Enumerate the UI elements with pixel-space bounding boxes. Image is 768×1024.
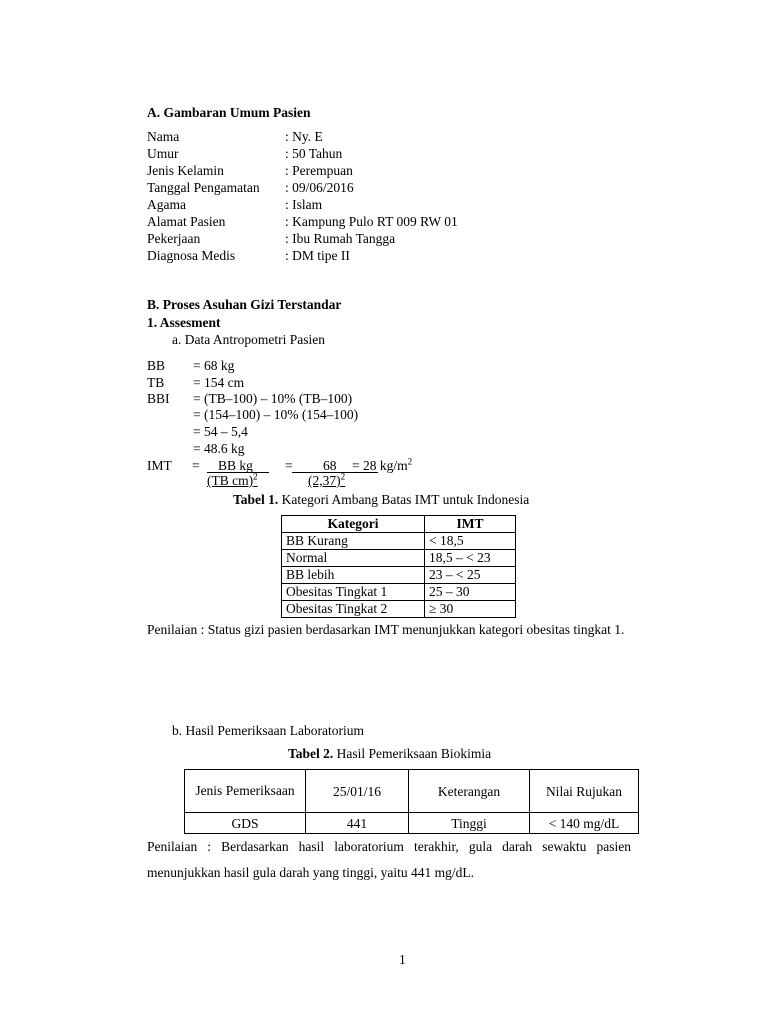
field-value: : 50 Tahun xyxy=(285,146,343,161)
field-label: Alamat Pasien xyxy=(147,214,226,229)
table-cell: ≥ 30 xyxy=(425,601,516,618)
field-value: : 09/06/2016 xyxy=(285,180,354,195)
table2-caption: Tabel 2. Hasil Pemeriksaan Biokimia xyxy=(288,746,492,761)
bbi-line: = (154–100) – 10% (154–100) xyxy=(193,407,359,422)
field-value: : Islam xyxy=(285,197,323,212)
table-row xyxy=(282,601,516,618)
table-cell: < 18,5 xyxy=(425,533,516,550)
imt-equals: = xyxy=(192,458,200,473)
lab-results-heading: b. Hasil Pemeriksaan Laboratorium xyxy=(172,723,364,738)
tb-value: = 154 cm xyxy=(193,375,245,390)
table-header: Keterangan xyxy=(409,770,530,813)
table-header: IMT xyxy=(425,516,516,533)
field-label: Jenis Kelamin xyxy=(147,163,224,178)
assessment-heading: 1. Assesment xyxy=(147,315,221,330)
table-row xyxy=(282,567,516,584)
table-header: 25/01/16 xyxy=(306,770,409,813)
table-cell: BB lebih xyxy=(282,567,425,584)
penilaian-lab: Penilaian : Berdasarkan hasil laboratorium terakhir, gula darah sewaktu pasien menunjukkan hasil gula darah yang tinggi, yaitu 441 mg/dL. xyxy=(147,839,631,880)
imt-denominator: (TB cm)$^2$ xyxy=(207,471,258,488)
field-label: Umur xyxy=(147,146,179,161)
field-label: Agama xyxy=(147,197,186,212)
field-value: : DM tipe II xyxy=(285,248,350,263)
section-b-heading: B. Proses Asuhan Gizi Terstandar xyxy=(147,297,342,312)
table-header-row xyxy=(185,770,639,813)
table-cell: Obesitas Tingkat 1 xyxy=(282,584,425,601)
bbi-line: = (TB–100) – 10% (TB–100) xyxy=(193,391,353,406)
table1-caption: Tabel 1. Kategori Ambang Batas IMT untuk Indonesia xyxy=(233,492,530,507)
field-value: : Ny. E xyxy=(285,129,323,144)
table-cell: GDS xyxy=(185,813,306,834)
imt-numerator: BB kg xyxy=(218,458,253,473)
field-label: Tanggal Pengamatan xyxy=(147,180,260,195)
table-cell: Obesitas Tingkat 2 xyxy=(282,601,425,618)
biochemistry-table xyxy=(184,769,639,834)
imt-label: IMT xyxy=(147,458,172,473)
bbi-line: = 54 – 5,4 xyxy=(193,424,248,439)
bb-label: BB xyxy=(147,358,166,373)
imt-result: = 28 $kg/m^2$ xyxy=(352,456,413,473)
table-cell: BB Kurang xyxy=(282,533,425,550)
table-cell: 18,5 – < 23 xyxy=(425,550,516,567)
table-row xyxy=(282,550,516,567)
table-row xyxy=(282,533,516,550)
bbi-label: BBI xyxy=(147,391,170,406)
bbi-line: = 48.6 kg xyxy=(193,441,245,456)
table-cell: 441 xyxy=(306,813,409,834)
table-cell: < 140 mg/dL xyxy=(530,813,639,834)
table-row xyxy=(282,584,516,601)
table-cell: Tinggi xyxy=(409,813,530,834)
imt-category-table xyxy=(281,515,516,618)
page-number: 1 xyxy=(399,952,406,967)
table-cell: 25 – 30 xyxy=(425,584,516,601)
table-header-row xyxy=(282,516,516,533)
field-value: : Kampung Pulo RT 009 RW 01 xyxy=(285,214,458,229)
section-a-heading: A. Gambaran Umum Pasien xyxy=(147,105,311,120)
table-row xyxy=(185,813,639,834)
anthropometry-heading: a. Data Antropometri Pasien xyxy=(172,332,325,347)
penilaian-imt: Penilaian : Status gizi pasien berdasarkan IMT menunjukkan kategori obesitas tingkat 1. xyxy=(147,622,625,637)
tb-label: TB xyxy=(147,375,165,390)
table-header: Nilai Rujukan xyxy=(530,770,639,813)
field-label: Diagnosa Medis xyxy=(147,248,236,263)
table-cell: Normal xyxy=(282,550,425,567)
field-label: Nama xyxy=(147,129,180,144)
imt-denominator-value: $(2,37)^2$ xyxy=(308,471,346,488)
table-cell: 23 – < 25 xyxy=(425,567,516,584)
field-value: : Perempuan xyxy=(285,163,353,178)
table-header: Jenis Pemeriksaan xyxy=(185,770,306,813)
imt-equals: = xyxy=(285,458,293,473)
bb-value: = 68 kg xyxy=(193,358,235,373)
field-value: : Ibu Rumah Tangga xyxy=(285,231,396,246)
table-header: Kategori xyxy=(282,516,425,533)
field-label: Pekerjaan xyxy=(147,231,201,246)
imt-numerator-value: 68 xyxy=(323,458,337,473)
